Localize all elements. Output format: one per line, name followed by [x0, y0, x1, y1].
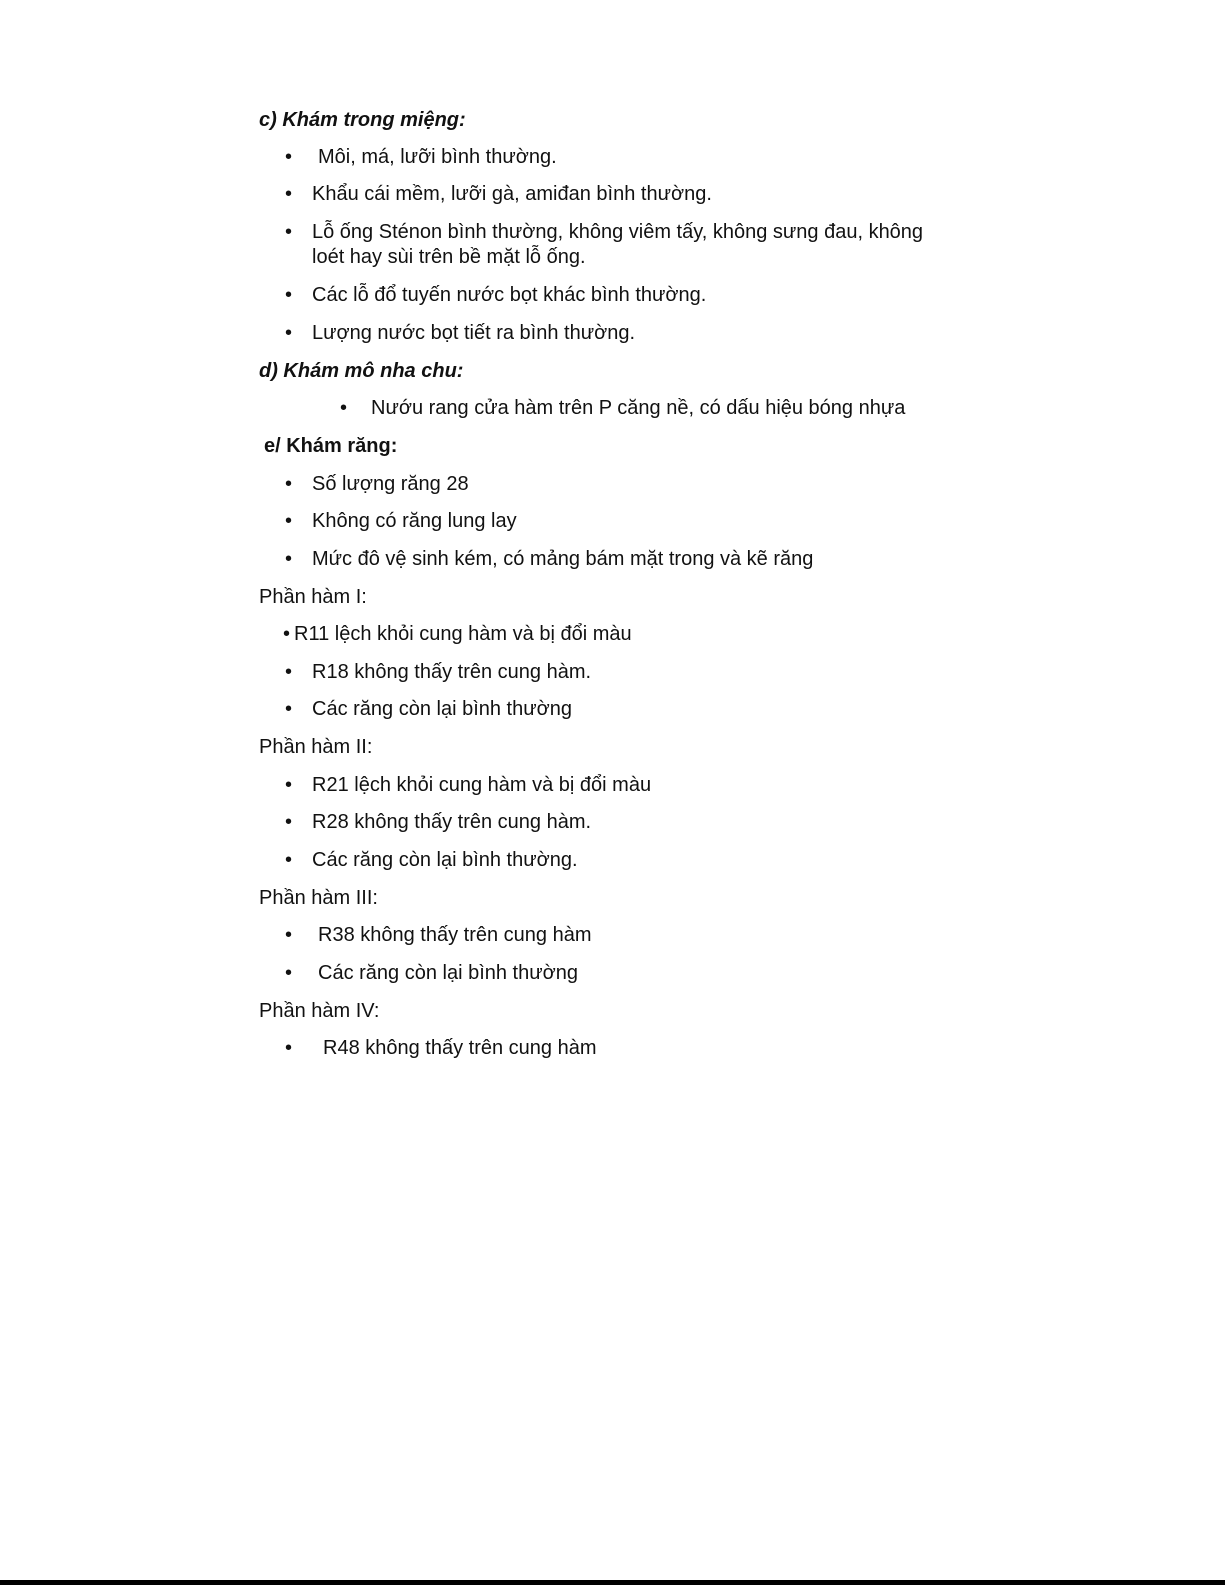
list-item: Môi, má, lưỡi bình thường.: [318, 146, 557, 168]
list-item: R21 lệch khỏi cung hàm và bị đổi màu: [312, 774, 652, 796]
bullet-icon: •: [283, 623, 291, 645]
list-item: Mức đô vệ sinh kém, có mảng bám mặt trong và kẽ răng: [312, 548, 814, 570]
list-item: Nướu rang cửa hàm trên P căng nề, có dấu hiệu bóng nhựa: [371, 397, 906, 419]
bullet-icon: •: [285, 924, 293, 946]
list-item: Khẩu cái mềm, lưỡi gà, amiđan bình thường.: [312, 183, 712, 205]
bullet-icon: •: [285, 510, 293, 532]
list-item: R48 không thấy trên cung hàm: [323, 1037, 597, 1059]
bullet-icon: •: [285, 284, 293, 306]
bullet-icon: •: [285, 548, 293, 570]
list-item: Số lượng răng 28: [312, 473, 469, 495]
list-item: R11 lệch khỏi cung hàm và bị đổi màu: [294, 623, 632, 645]
list-item: Lỗ ống Sténon bình thường, không viêm tấy, không sưng đau, không: [312, 221, 924, 243]
list-item: R18 không thấy trên cung hàm.: [312, 661, 592, 683]
list-item: Lượng nước bọt tiết ra bình thường.: [312, 322, 636, 344]
list-item: Các răng còn lại bình thường: [312, 698, 572, 720]
section-c-heading: c) Khám trong miệng:: [259, 109, 466, 131]
bullet-icon: •: [285, 962, 293, 984]
list-item: Các răng còn lại bình thường: [318, 962, 578, 984]
bullet-icon: •: [285, 183, 293, 205]
bullet-icon: •: [285, 774, 293, 796]
bullet-icon: •: [285, 221, 293, 243]
list-item: Không có răng lung lay: [312, 510, 517, 532]
bullet-icon: •: [285, 811, 293, 833]
list-item: Các răng còn lại bình thường.: [312, 849, 578, 871]
bullet-icon: •: [285, 473, 293, 495]
bullet-icon: •: [285, 698, 293, 720]
section-e-heading: e/ Khám răng:: [264, 435, 398, 457]
list-item: R38 không thấy trên cung hàm: [318, 924, 592, 946]
quadrant-2-label: Phần hàm II:: [259, 736, 373, 758]
list-item: R28 không thấy trên cung hàm.: [312, 811, 592, 833]
page-bottom-border: [0, 1580, 1225, 1585]
bullet-icon: •: [285, 146, 293, 168]
quadrant-4-label: Phần hàm IV:: [259, 1000, 380, 1022]
bullet-icon: •: [285, 849, 293, 871]
list-item: Các lỗ đổ tuyến nước bọt khác bình thường.: [312, 284, 707, 306]
section-d-heading: d) Khám mô nha chu:: [259, 360, 464, 382]
quadrant-1-label: Phần hàm I:: [259, 586, 367, 608]
bullet-icon: •: [340, 397, 348, 419]
bullet-icon: •: [285, 1037, 293, 1059]
quadrant-3-label: Phần hàm III:: [259, 887, 378, 909]
list-item-continuation: loét hay sùi trên bề mặt lỗ ống.: [312, 246, 586, 268]
bullet-icon: •: [285, 661, 293, 683]
bullet-icon: •: [285, 322, 293, 344]
